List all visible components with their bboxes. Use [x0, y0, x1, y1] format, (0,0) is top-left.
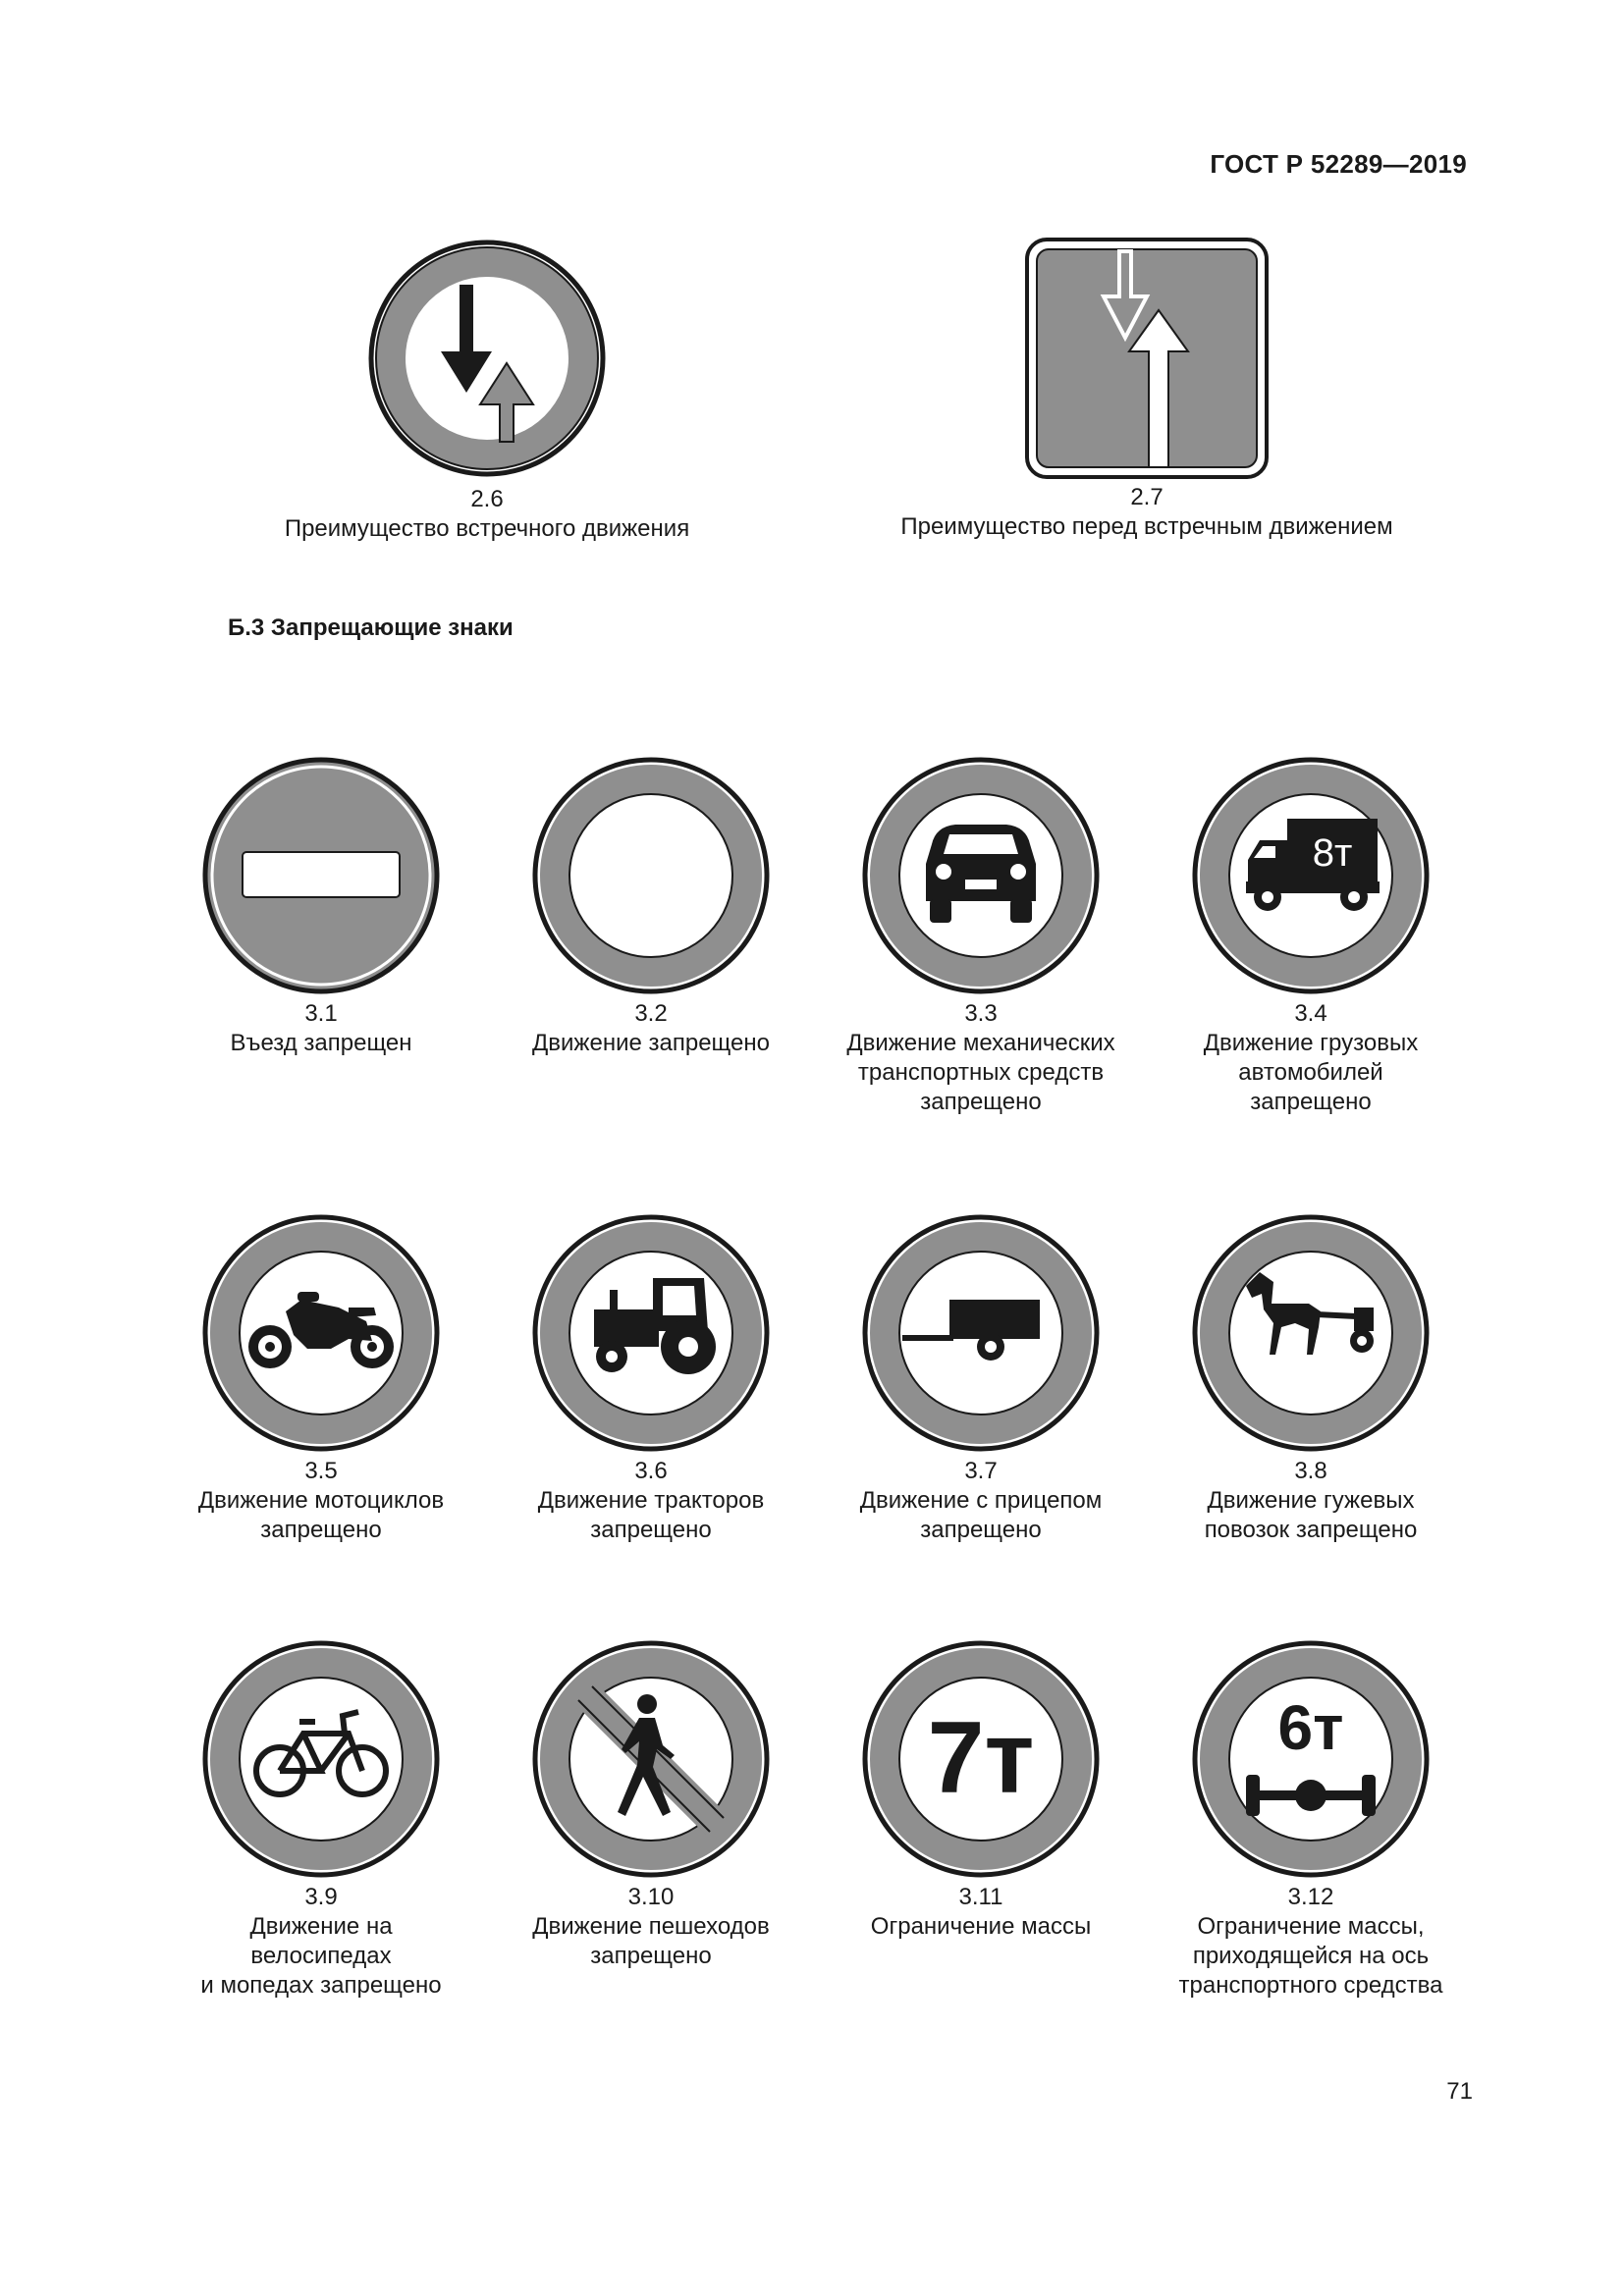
sign-number: 3.5: [304, 1458, 338, 1484]
standard-designation: ГОСТ Р 52289—2019: [1210, 149, 1467, 179]
sign-caption: транспортного средства: [1178, 1972, 1443, 1999]
sign-number: 3.6: [634, 1458, 668, 1484]
sign-caption: запрещено: [1250, 1089, 1372, 1115]
sign-caption: велосипедах: [250, 1943, 392, 1969]
sign-number: 3.10: [627, 1884, 675, 1910]
section-title: Б.3 Запрещающие знаки: [228, 614, 514, 641]
sign-figure-2-6: [192, 236, 782, 544]
sign-caption: Преимущество встречного движения: [284, 515, 690, 542]
sign-figure-2-7: [852, 238, 1441, 542]
sign-number: 3.9: [304, 1884, 338, 1910]
priority-over-oncoming-icon: [1025, 238, 1269, 479]
sign-caption: Ограничение массы: [870, 1913, 1092, 1940]
sign-number: 2.7: [1130, 484, 1164, 510]
sign-caption: и мопедах запрещено: [200, 1972, 442, 1999]
sign-caption: запрещено: [590, 1943, 712, 1969]
axle-mass-limit-icon: [1191, 1639, 1431, 1879]
sign-caption: Преимущество перед встречным движением: [900, 513, 1393, 540]
sign-figure-3-8: [1016, 1213, 1605, 1545]
sign-caption: запрещено: [590, 1517, 712, 1543]
sign-caption: запрещено: [920, 1517, 1042, 1543]
sign-number: 3.11: [958, 1884, 1003, 1910]
sign-number: 3.1: [304, 1000, 338, 1027]
axle-mass-limit-value: 6т: [1277, 1692, 1344, 1763]
oncoming-priority-icon: [364, 236, 610, 481]
sign-caption: Въезд запрещен: [230, 1030, 412, 1056]
sign-caption: Движение механических: [846, 1030, 1115, 1056]
sign-caption: транспортных средств: [857, 1059, 1105, 1086]
sign-figure-3-12: [1016, 1639, 1605, 2001]
sign-number: 3.8: [1294, 1458, 1327, 1484]
sign-caption: повозок запрещено: [1204, 1517, 1418, 1543]
sign-number: 2.6: [470, 486, 504, 512]
sign-caption: Движение пешеходов: [532, 1913, 770, 1940]
truck-weight-label: 8т: [1312, 831, 1353, 875]
sign-caption: запрещено: [920, 1089, 1042, 1115]
sign-caption: Движение тракторов: [537, 1487, 765, 1514]
sign-caption: Ограничение массы,: [1197, 1913, 1425, 1940]
sign-caption: Движение с прицепом: [859, 1487, 1103, 1514]
sign-caption: запрещено: [260, 1517, 382, 1543]
sign-caption: приходящейся на ось: [1192, 1943, 1430, 1969]
sign-caption: Движение грузовых: [1203, 1030, 1419, 1056]
mass-limit-value: 7т: [927, 1701, 1035, 1815]
sign-number: 3.12: [1287, 1884, 1334, 1910]
sign-number: 3.7: [964, 1458, 998, 1484]
sign-caption: автомобилей: [1238, 1059, 1383, 1086]
page-number: 71: [1446, 2078, 1473, 2105]
sign-caption: Движение запрещено: [532, 1030, 770, 1056]
sign-caption: Движение на: [249, 1913, 393, 1940]
sign-number: 3.4: [1294, 1000, 1327, 1027]
sign-caption: Движение гужевых: [1207, 1487, 1415, 1514]
sign-figure-3-4: [1016, 756, 1605, 1117]
sign-number: 3.2: [634, 1000, 668, 1027]
horse-cart-icon: [1191, 1213, 1431, 1453]
sign-number: 3.3: [964, 1000, 998, 1027]
sign-caption: Движение мотоциклов: [197, 1487, 445, 1514]
truck-icon: [1191, 756, 1431, 995]
